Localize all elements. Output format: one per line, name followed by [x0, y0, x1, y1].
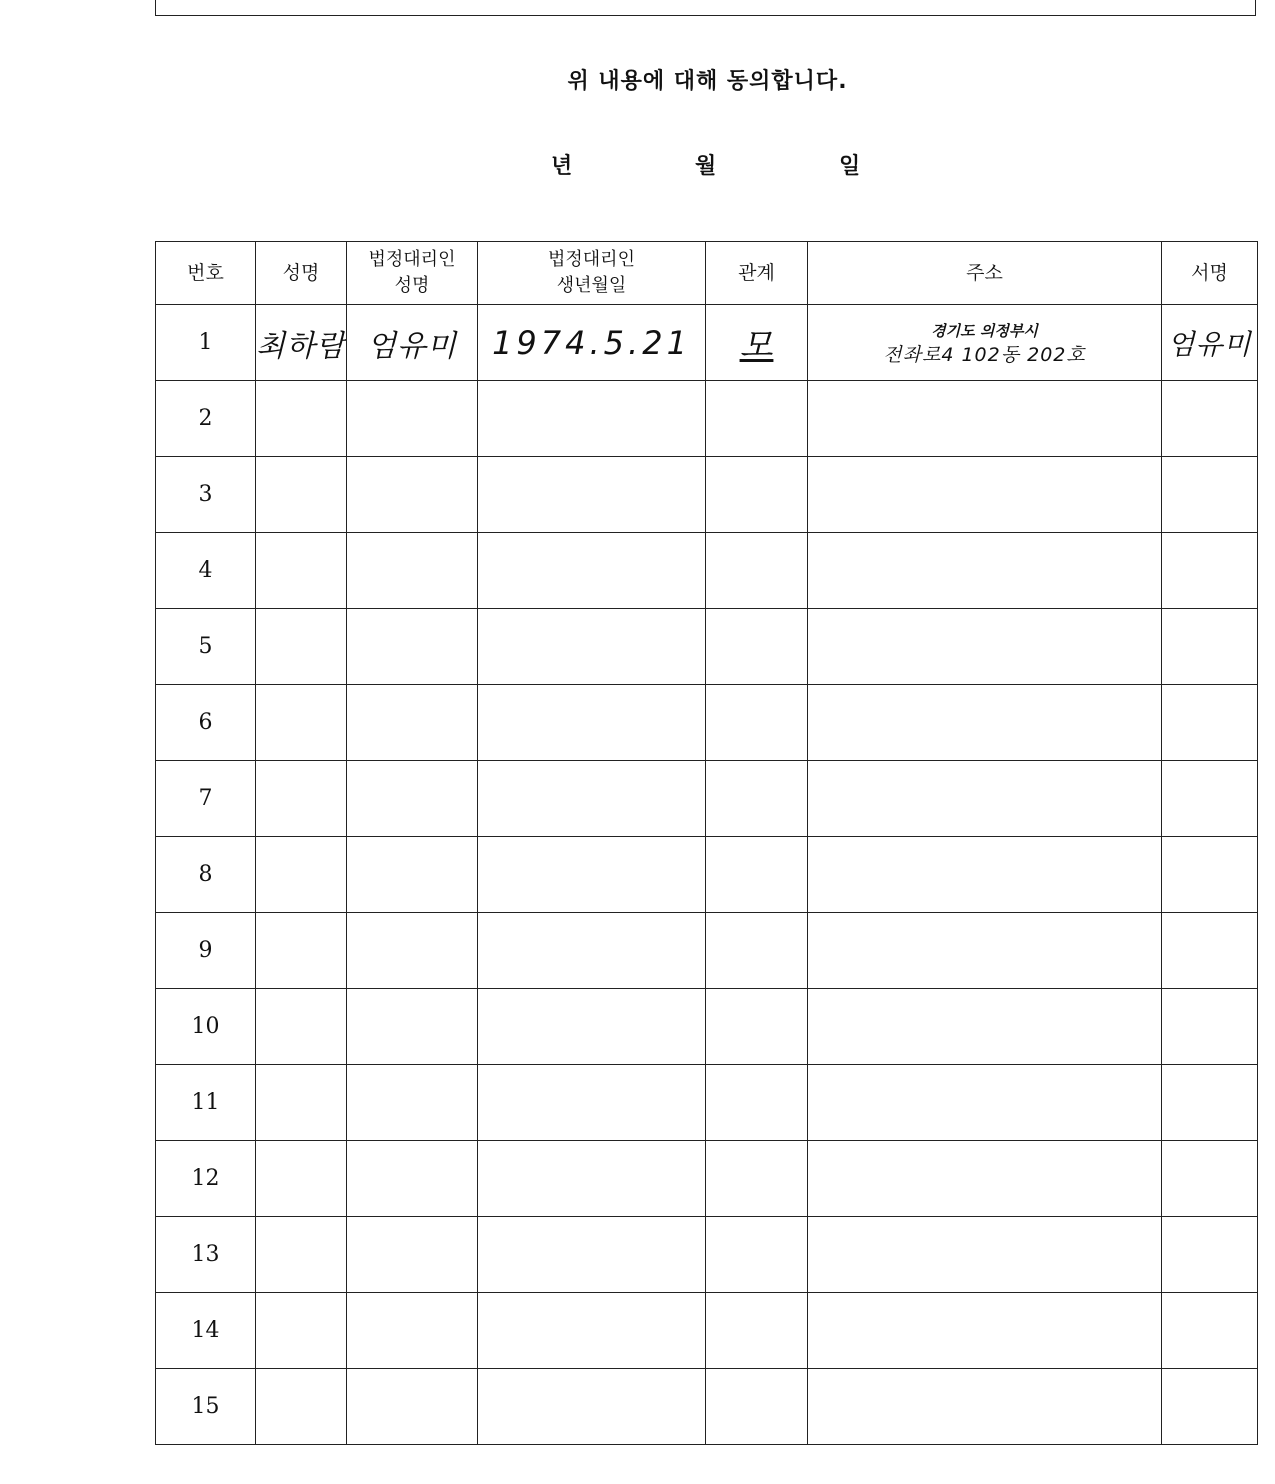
relation-cell[interactable]	[706, 1065, 808, 1141]
guardian-birth-cell[interactable]	[478, 1217, 706, 1293]
relation-cell[interactable]	[706, 609, 808, 685]
guardian-birth-cell[interactable]	[478, 685, 706, 761]
guardian-name-cell[interactable]	[347, 1293, 478, 1369]
table-row	[156, 1141, 1258, 1217]
table-row	[156, 381, 1258, 457]
date-line	[0, 149, 1275, 179]
header-guardian-name-line2: 성명	[394, 275, 430, 296]
guardian-birth-cell[interactable]	[478, 381, 706, 457]
table-row	[156, 837, 1258, 913]
name-cell[interactable]	[256, 1217, 347, 1293]
guardian-birth-cell[interactable]	[478, 837, 706, 913]
name-cell[interactable]	[256, 1293, 347, 1369]
guardian-birth-cell[interactable]	[478, 913, 706, 989]
relation-cell[interactable]	[706, 381, 808, 457]
relation-cell[interactable]	[706, 1217, 808, 1293]
relation-cell[interactable]	[706, 761, 808, 837]
row-number: 5	[156, 609, 256, 685]
table-row	[156, 1369, 1258, 1445]
previous-section-box	[155, 0, 1256, 16]
handwritten-relation-text: 모	[739, 326, 774, 366]
header-guardian-name	[347, 242, 478, 305]
address-cell[interactable]	[808, 913, 1162, 989]
relation-cell[interactable]	[706, 1293, 808, 1369]
guardian-name-cell[interactable]	[347, 1369, 478, 1445]
handwritten-guardian-birth[interactable]	[478, 305, 706, 381]
table-row	[156, 609, 1258, 685]
name-cell[interactable]	[256, 913, 347, 989]
guardian-name-cell[interactable]	[347, 913, 478, 989]
date-month-label: 월	[695, 154, 717, 179]
guardian-name-cell[interactable]	[347, 1141, 478, 1217]
address-cell[interactable]	[808, 1217, 1162, 1293]
guardian-name-cell[interactable]	[347, 1217, 478, 1293]
address-line2: 전좌로4 102동 202호	[883, 343, 1086, 366]
signature-cell[interactable]	[1162, 533, 1258, 609]
relation-cell[interactable]	[706, 1141, 808, 1217]
guardian-name-cell[interactable]	[347, 1065, 478, 1141]
guardian-birth-cell[interactable]	[478, 989, 706, 1065]
table-row	[156, 305, 1258, 381]
relation-cell[interactable]	[706, 837, 808, 913]
row-number: 10	[156, 989, 256, 1065]
date-year-label: 년	[551, 154, 573, 179]
handwritten-signature-text: 엄유미	[1167, 327, 1252, 361]
address-cell[interactable]	[808, 533, 1162, 609]
signature-cell[interactable]	[1162, 1141, 1258, 1217]
name-cell[interactable]	[256, 609, 347, 685]
handwritten-guardian-name-text: 엄유미	[367, 328, 457, 364]
row-number: 12	[156, 1141, 256, 1217]
name-cell[interactable]	[256, 533, 347, 609]
address-cell[interactable]	[808, 989, 1162, 1065]
address-cell[interactable]	[808, 1065, 1162, 1141]
signature-cell[interactable]	[1162, 1293, 1258, 1369]
row-number: 14	[156, 1293, 256, 1369]
signature-cell[interactable]	[1162, 989, 1258, 1065]
guardian-name-cell[interactable]	[347, 837, 478, 913]
table-row	[156, 457, 1258, 533]
signature-cell[interactable]	[1162, 837, 1258, 913]
handwritten-guardian-birth-text: 1974.5.21	[492, 323, 691, 362]
relation-cell[interactable]	[706, 457, 808, 533]
address-cell[interactable]	[808, 609, 1162, 685]
header-relation: 관계	[706, 242, 808, 305]
row-number: 6	[156, 685, 256, 761]
row-number: 3	[156, 457, 256, 533]
signature-cell[interactable]	[1162, 609, 1258, 685]
row-number: 4	[156, 533, 256, 609]
row-number: 15	[156, 1369, 256, 1445]
guardian-birth-cell[interactable]	[478, 761, 706, 837]
relation-cell[interactable]	[706, 913, 808, 989]
row-number: 8	[156, 837, 256, 913]
handwritten-name-text: 최하람	[256, 328, 346, 364]
header-number: 번호	[156, 242, 256, 305]
signature-cell[interactable]	[1162, 1217, 1258, 1293]
guardian-birth-cell[interactable]	[478, 457, 706, 533]
header-address: 주소	[808, 242, 1162, 305]
row-number: 13	[156, 1217, 256, 1293]
guardian-birth-cell[interactable]	[478, 1293, 706, 1369]
row-number: 7	[156, 761, 256, 837]
guardian-birth-cell[interactable]	[478, 1065, 706, 1141]
name-cell[interactable]	[256, 989, 347, 1065]
table-row	[156, 761, 1258, 837]
date-day-label: 일	[839, 154, 861, 179]
signature-cell[interactable]	[1162, 457, 1258, 533]
guardian-birth-cell[interactable]	[478, 609, 706, 685]
address-line1: 경기도 의정부시	[931, 321, 1038, 340]
relation-cell[interactable]	[706, 533, 808, 609]
signature-cell[interactable]	[1162, 685, 1258, 761]
address-cell[interactable]	[808, 1369, 1162, 1445]
header-guardian-birth	[478, 242, 706, 305]
relation-cell[interactable]	[706, 1369, 808, 1445]
table-row	[156, 913, 1258, 989]
guardian-name-cell[interactable]	[347, 457, 478, 533]
guardian-birth-cell[interactable]	[478, 1369, 706, 1445]
name-cell[interactable]	[256, 685, 347, 761]
table-row	[156, 533, 1258, 609]
guardian-name-cell[interactable]	[347, 685, 478, 761]
address-cell[interactable]	[808, 685, 1162, 761]
table-row	[156, 989, 1258, 1065]
guardian-name-cell[interactable]	[347, 989, 478, 1065]
guardian-birth-cell[interactable]	[478, 1141, 706, 1217]
table-row	[156, 1293, 1258, 1369]
row-number: 11	[156, 1065, 256, 1141]
guardian-birth-cell[interactable]	[478, 533, 706, 609]
row-number: 1	[156, 305, 256, 381]
table-row	[156, 1065, 1258, 1141]
header-name: 성명	[256, 242, 347, 305]
relation-cell[interactable]	[706, 685, 808, 761]
table-header-row	[156, 242, 1258, 305]
guardian-name-cell[interactable]	[347, 761, 478, 837]
header-guardian-birth-line1: 법정대리인	[548, 249, 635, 270]
signature-cell[interactable]	[1162, 761, 1258, 837]
address-cell[interactable]	[808, 1293, 1162, 1369]
handwritten-guardian-name[interactable]	[347, 305, 478, 381]
signature-cell[interactable]	[1162, 1065, 1258, 1141]
address-cell[interactable]	[808, 457, 1162, 533]
handwritten-signature[interactable]	[1162, 305, 1258, 381]
name-cell[interactable]	[256, 761, 347, 837]
name-cell[interactable]	[256, 1141, 347, 1217]
address-cell[interactable]	[808, 761, 1162, 837]
relation-cell[interactable]	[706, 989, 808, 1065]
address-cell[interactable]	[808, 1141, 1162, 1217]
name-cell[interactable]	[256, 1065, 347, 1141]
agreement-statement: 위 내용에 대해 동의합니다.	[567, 69, 848, 94]
address-cell[interactable]	[808, 381, 1162, 457]
guardian-name-cell[interactable]	[347, 381, 478, 457]
header-signature: 서명	[1162, 242, 1258, 305]
signature-cell[interactable]	[1162, 1369, 1258, 1445]
consent-signature-table	[155, 241, 1258, 1445]
signature-cell[interactable]	[1162, 913, 1258, 989]
table-row	[156, 1217, 1258, 1293]
guardian-name-cell[interactable]	[347, 609, 478, 685]
name-cell[interactable]	[256, 837, 347, 913]
handwritten-name[interactable]	[256, 305, 347, 381]
table-row	[156, 685, 1258, 761]
row-number: 9	[156, 913, 256, 989]
row-number: 2	[156, 381, 256, 457]
signature-cell[interactable]	[1162, 381, 1258, 457]
name-cell[interactable]	[256, 1369, 347, 1445]
guardian-name-cell[interactable]	[347, 533, 478, 609]
name-cell[interactable]	[256, 381, 347, 457]
name-cell[interactable]	[256, 457, 347, 533]
header-guardian-name-line1: 법정대리인	[368, 249, 456, 270]
header-guardian-birth-line2: 생년월일	[556, 275, 627, 296]
address-cell[interactable]	[808, 837, 1162, 913]
handwritten-address[interactable]	[808, 305, 1162, 381]
handwritten-relation[interactable]	[706, 305, 808, 381]
